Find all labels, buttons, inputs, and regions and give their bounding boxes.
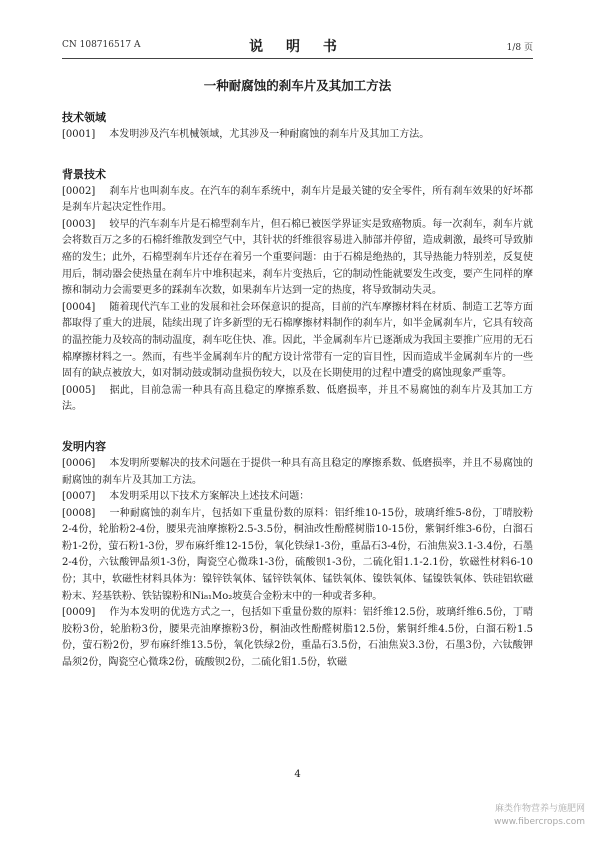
section-heading-technical-field: 技术领域 — [62, 111, 106, 124]
paragraph-number: [0006] — [62, 457, 96, 469]
paragraph-number: [0009] — [62, 607, 96, 619]
page-header — [62, 36, 533, 54]
watermark-site-name: 麻类作物营养与施肥网 — [494, 804, 585, 814]
paragraph — [62, 489, 533, 506]
paragraph-number: [0002] — [62, 185, 96, 197]
paragraph-text: 作为本发明的优选方式之一，包括如下重量份数的原料：铝纤维12.5份，玻璃纤维6.5份，丁晴胶粉3份，轮胎粉3份，腰果壳油摩擦粉3份，桐油改性酚醛树脂12.5份，紫铜纤维4.5份，白溜石粉1.5份，萤石粉2份，罗布麻纤维13.5份，氧化铁绿2份，重晶石3.5份，石油焦炭3.3份，石墨3份，六钛酸钾晶须2份，陶瓷空心微珠2份，硫酸钡2份，二硫化钼1.5份，软磁 — [62, 607, 533, 669]
paragraph — [62, 456, 533, 489]
paragraph-text: 本发明所要解决的技术问题在于提供一种具有高且稳定的摩擦系数、低磨损率，并且不易腐蚀的耐腐蚀的刹车片及其加工方法。 — [62, 457, 533, 486]
paragraph — [62, 506, 533, 606]
page-number: 4 — [294, 769, 301, 780]
paragraph-text: 本发明涉及汽车机械领域，尤其涉及一种耐腐蚀的刹车片及其加工方法。 — [109, 129, 430, 140]
paragraph-text: 本发明采用以下技术方案解决上述技术问题： — [109, 491, 310, 503]
paragraph-text: 据此，目前急需一种具有高且稳定的摩擦系数、低磨损率，并且不易腐蚀的刹车片及其加工方法。 — [62, 384, 533, 413]
section-heading-background: 背景技术 — [62, 167, 106, 181]
paragraph — [62, 184, 533, 217]
document-title: 一种耐腐蚀的刹车片及其加工方法 — [203, 78, 392, 93]
paragraph-number: [0004] — [62, 301, 96, 313]
paragraph — [62, 300, 533, 383]
header-section-title: 说 明 书 — [249, 39, 346, 55]
paragraph-number: [0001] — [62, 129, 96, 140]
paragraph — [62, 605, 533, 671]
page-indicator: 1/8 页 — [506, 43, 533, 53]
paragraph-number: [0003] — [62, 218, 96, 230]
paragraph — [62, 127, 533, 144]
paragraph-text: 随着现代汽车工业的发展和社会环保意识的提高，目前的汽车摩擦材料在材质、制造工艺等方面都取得了重大的进展，陆续出现了许多新型的无石棉摩擦材料制作的刹车片，如半金属刹车片，它具有较高的温控能力及较高的制动温度，刹车吃住快、准。因此，半金属刹车片已逐渐成为我国主要推广应用的无石棉摩擦材料之一。然而，有些半金属刹车片的配方设计常带有一定的盲目性，因而造成半金属刹车片的一些固有的缺点被放大，如对制动鼓或制动盘损伤较大，以及在长期使用的过程中遭受的腐蚀现象严重等。 — [62, 301, 533, 380]
paragraph-text: 一种耐腐蚀的刹车片，包括如下重量份数的原料：铝纤维10-15份，玻璃纤维5-8份，丁晴胶粉2-4份，轮胎粉2-4份，腰果壳油摩擦粉2.5-3.5份，桐油改性酚醛树脂10-15份，紫铜纤维3-6份，白溜石粉1-2份，萤石粉1-3份，罗布麻纤维12-15份，氧化铁绿1-3份，重晶石3-4份，石油焦炭3.1-3.4份，石墨2-4份，六钛酸钾晶须1-3份，陶瓷空心微珠1-3份，硫酸钡1-3份，二硫化钼1.1-2.1份，软磁性材料6-10份；其中，软磁性材料具体为：镍锌铁氧体、锰锌铁氧体、锰铁氧体、镍铁氧体、锰镍铁氧体、铁硅铝软磁粉末、羟基铁粉、铁钴镍粉和Ni₈₁Mo₂坡莫合金粉末中的一种或者多种。 — [62, 507, 533, 602]
paragraph-number: [0007] — [62, 491, 96, 503]
paragraph-number: [0005] — [62, 384, 96, 396]
section-heading-invention-content: 发明内容 — [62, 439, 106, 453]
paragraph-text: 较早的汽车刹车片是石棉型刹车片，但石棉已被医学界证实是致癌物质。每一次刹车，刹车片就会将数百万之多的石棉纤维散发到空气中，其针状的纤维很容易进入肺部并停留，造成刺激，最终可导致肺癌的发生；此外，石棉型刹车片还存在着另一个重要问题：由于石棉是绝热的，其导热能力特别差，反复使用后，制动器会使热量在刹车片中堆积起来，刹车片变热后，它的制动性能就要发生改变，要产生同样的摩擦和制动力会需要更多的踩刹车次数，如果刹车片达到一定的热度，将导致制动失灵。 — [62, 218, 533, 297]
header-divider — [62, 58, 533, 59]
paragraph — [62, 217, 533, 300]
patent-number: CN 108716517 A — [62, 40, 141, 50]
document-body — [62, 76, 533, 672]
paragraph — [62, 383, 533, 416]
paragraph-text: 刹车片也叫刹车皮。在汽车的刹车系统中，刹车片是最关键的安全零件，所有刹车效果的好坏都是刹车片起决定性作用。 — [62, 185, 533, 214]
paragraph-number: [0008] — [62, 507, 96, 519]
watermark-url: www.fibercrops.com — [494, 817, 585, 827]
site-watermark — [494, 803, 585, 829]
